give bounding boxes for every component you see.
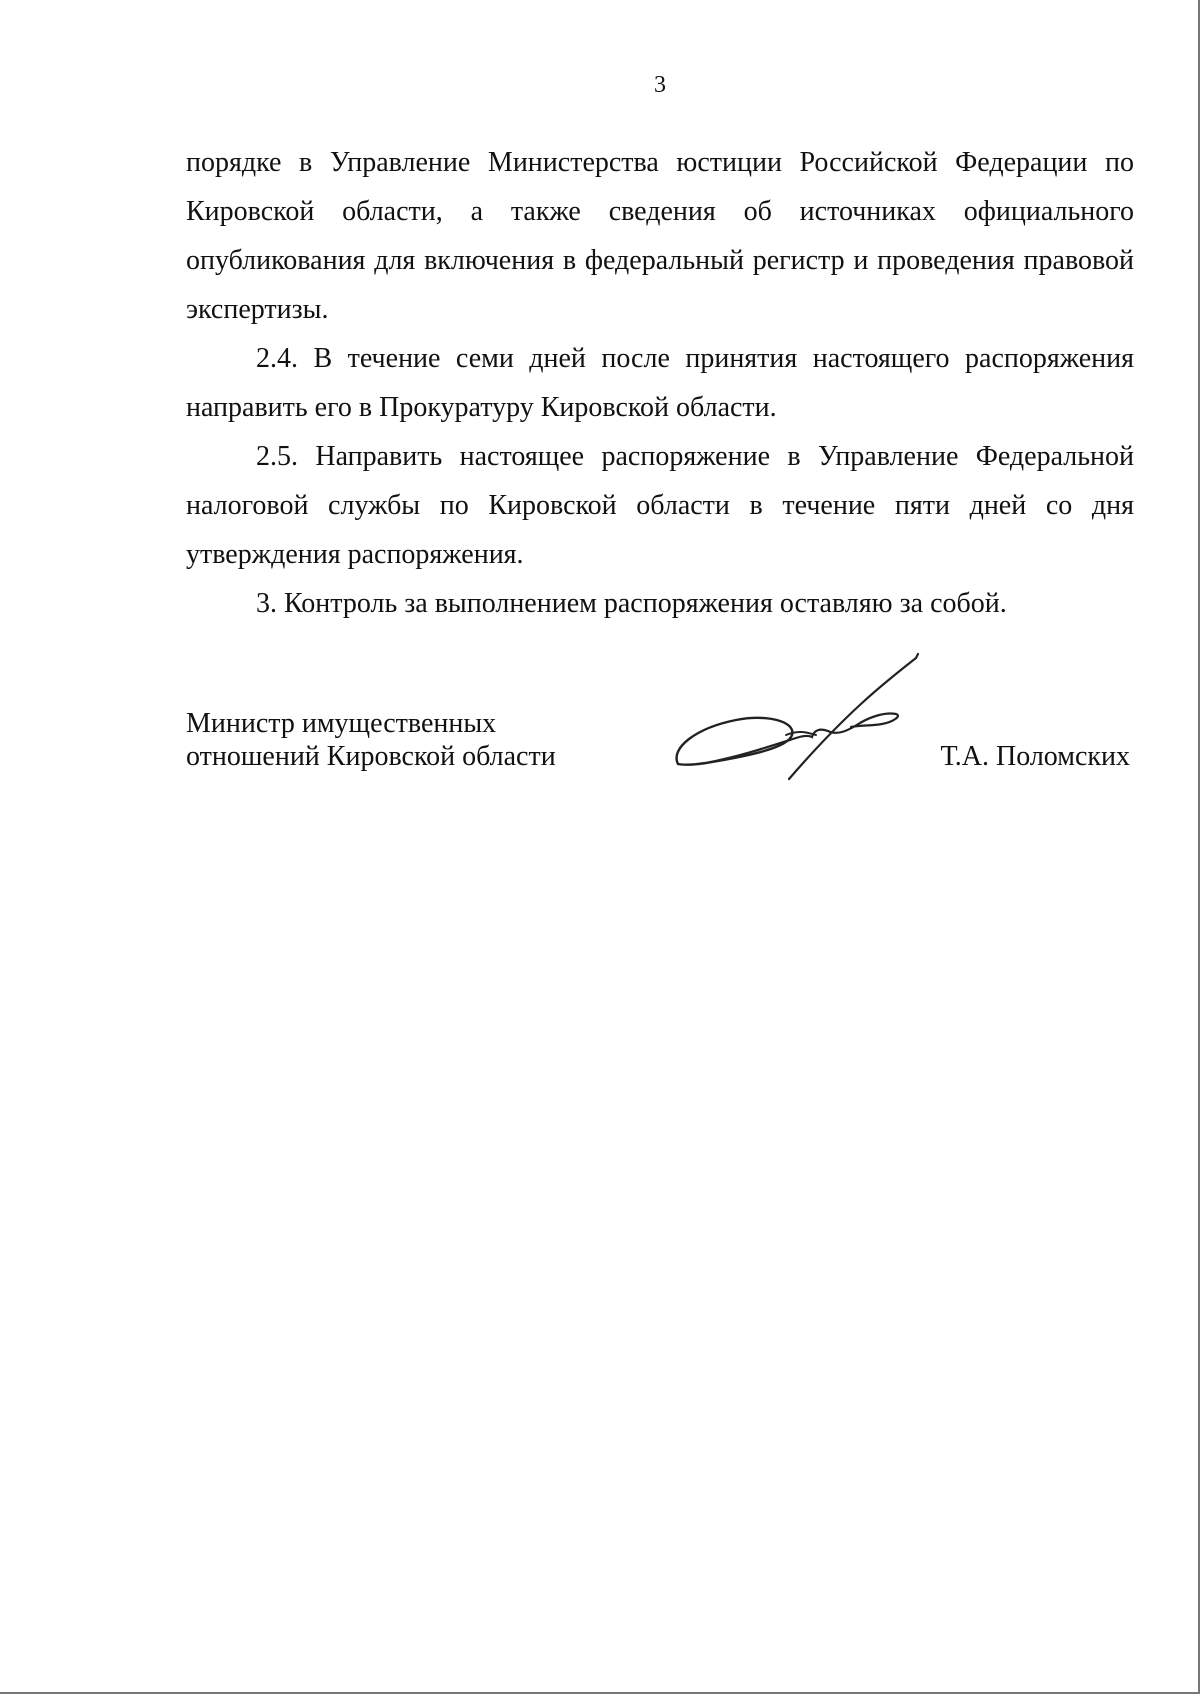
page-number: 3 [654, 72, 666, 98]
paragraph-item-3: 3. Контроль за выполнением распоряжения оставляю за собой. [256, 588, 1007, 619]
document-body [186, 138, 1134, 628]
paragraph-item-2-5: 2.5. Направить настоящее распоряжение в Управление Федеральной налоговой службы по Кировской области в течение пяти дней со дня утверждения распоряжения. [186, 441, 1134, 570]
paragraph-continuation: порядке в Управление Министерства юстиции Российской Федерации по Кировской области, а также сведения об источниках официального опубликования для включения в федеральный регистр и проведения правовой экспертизы. [186, 147, 1134, 325]
signer-position-line-1: Министр имущественных [186, 708, 497, 739]
handwritten-signature-icon [670, 652, 940, 782]
signer-position-line-2: отношений Кировской области [186, 741, 556, 772]
signer-position [186, 707, 606, 773]
signature-block [186, 707, 1134, 797]
signer-name: Т.А. Поломских [940, 741, 1130, 772]
paragraph-item-2-4: 2.4. В течение семи дней после принятия настоящего распоряжения направить его в Прокуратуру Кировской области. [186, 343, 1134, 423]
